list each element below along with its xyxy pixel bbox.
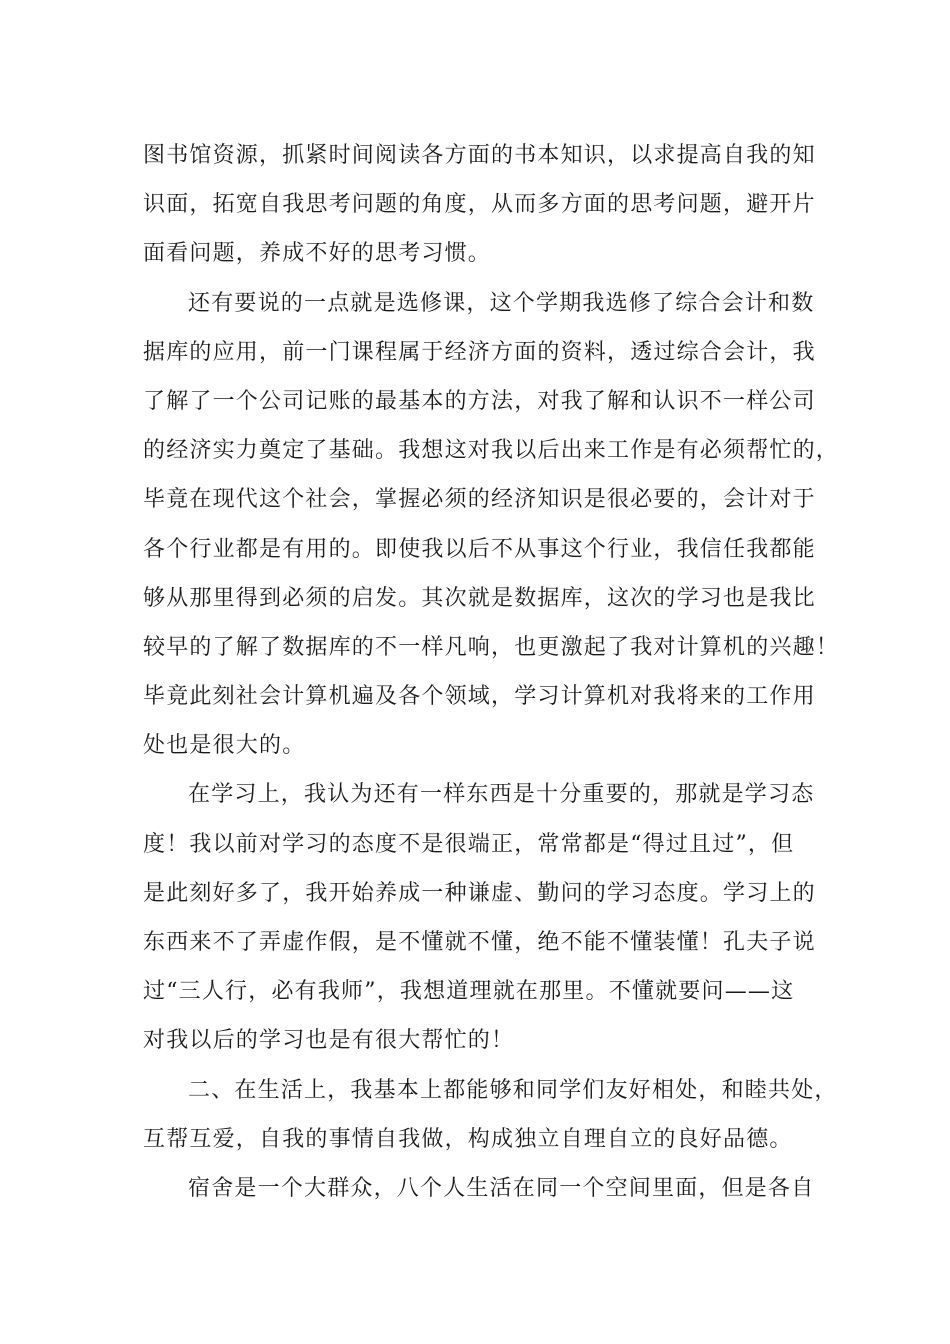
text-line: 宿舍是一个大群众，八个人生活在同一个空间里面，但是各自 bbox=[188, 1175, 815, 1201]
text-line: 的经济实力奠定了基础。我想这对我以后出来工作是有必须帮忙的， bbox=[143, 438, 840, 464]
text-line: 毕竟此刻社会计算机遍及各个领域，学习计算机对我将来的工作用 bbox=[143, 684, 816, 710]
text-line: 还有要说的一点就是选修课，这个学期我选修了综合会计和数 bbox=[188, 290, 815, 316]
text-line: 面看问题，养成不好的思考习惯。 bbox=[143, 241, 492, 267]
text-line: 据库的应用，前一门课程属于经济方面的资料，透过综合会计，我 bbox=[143, 339, 816, 365]
text-line: 毕竟在现代这个社会，掌握必须的经济知识是很必要的，会计对于 bbox=[143, 487, 816, 513]
text-line: 二、在生活上，我基本上都能够和同学们友好相处，和睦共处， bbox=[188, 1077, 838, 1103]
text-line: 了解了一个公司记账的最基本的方法，对我了解和认识不一样公司 bbox=[143, 388, 816, 414]
text-line: 各个行业都是有用的。即使我以后不从事这个行业，我信任我都能 bbox=[143, 536, 816, 562]
text-line: 是此刻好多了，我开始养成一种谦虚、勤问的学习态度。学习上的 bbox=[143, 880, 816, 906]
text-line: 在学习上，我认为还有一样东西是十分重要的，那就是学习态 bbox=[188, 782, 815, 808]
text-line: 图书馆资源，抓紧时间阅读各方面的书本知识，以求提高自我的知 bbox=[143, 143, 816, 168]
text-line: 对我以后的学习也是有很大帮忙的！ bbox=[143, 1028, 515, 1054]
text-line: 识面，拓宽自我思考问题的角度，从而多方面的思考问题，避开片 bbox=[143, 192, 816, 218]
text-line: 较早的了解了数据库的不一样凡响，也更激起了我对计算机的兴趣！ bbox=[143, 634, 840, 660]
text-line: 处也是很大的。 bbox=[143, 733, 306, 759]
text-line: 东西来不了弄虚作假，是不懂就不懂，绝不能不懂装懂！孔夫子说 bbox=[143, 930, 816, 955]
text-line: 够从那里得到必须的启发。其次就是数据库，这次的学习也是我比 bbox=[143, 585, 816, 611]
text-line: 过“三人行，必有我师”，我想道理就在那里。不懂就要问——这 bbox=[143, 979, 795, 1005]
text-line: 互帮互爱，自我的事情自我做，构成独立自理自立的良好品德。 bbox=[143, 1126, 793, 1152]
text-line: 度！我以前对学习的态度不是很端正，常常都是“得过且过”，但 bbox=[143, 831, 795, 857]
body-text bbox=[143, 131, 840, 1213]
